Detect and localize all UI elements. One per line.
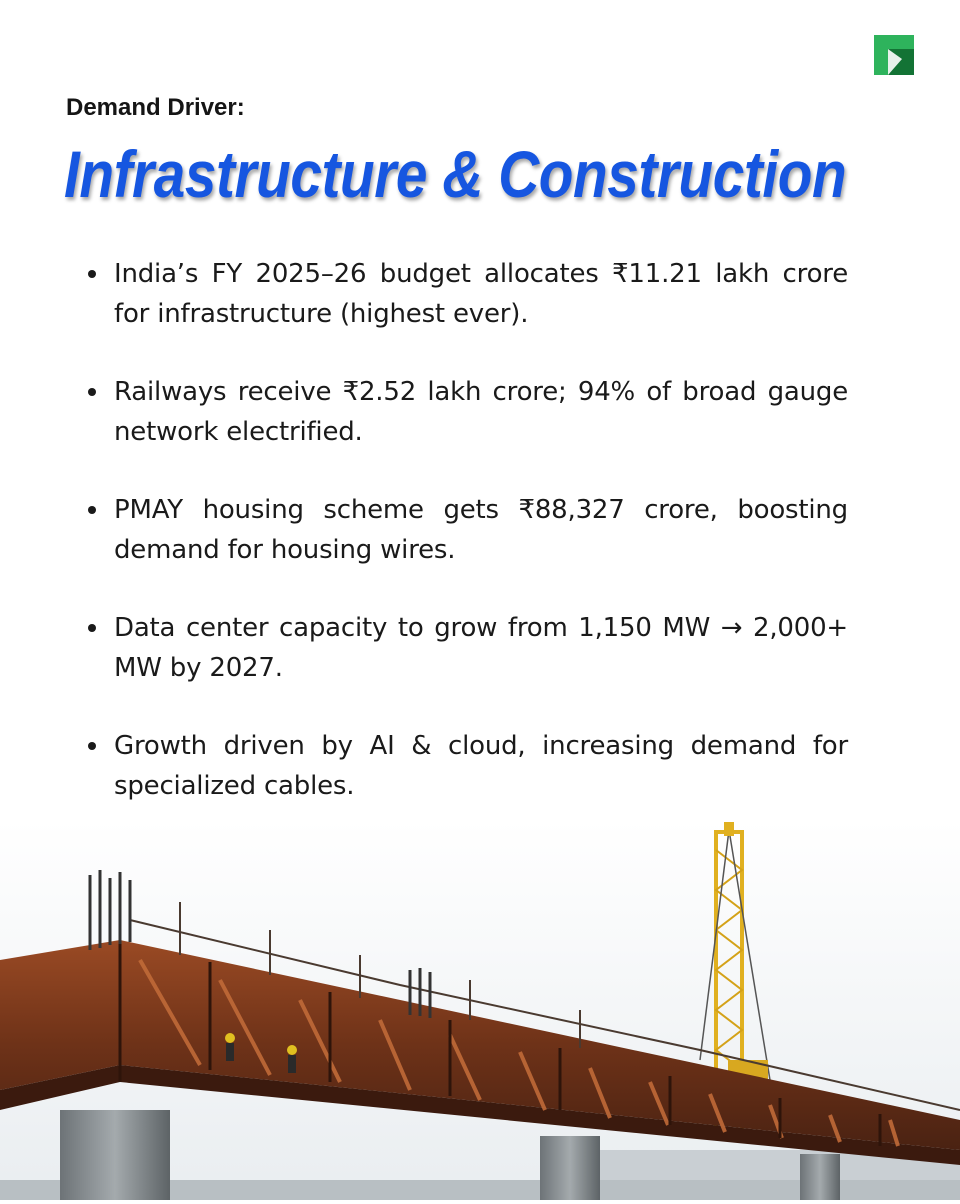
page-subtitle: Demand Driver: bbox=[66, 94, 245, 121]
page-title: Infrastructure & Construction bbox=[64, 137, 847, 211]
bullet-text: Data center capacity to grow from 1,150 MW → 2,000+ MW by 2027. bbox=[114, 613, 848, 683]
bullet-dot-icon bbox=[88, 624, 96, 632]
bullet-text: Growth driven by AI & cloud, increasing demand for specialized cables. bbox=[114, 731, 848, 801]
list-item bbox=[88, 608, 848, 688]
list-item bbox=[88, 254, 848, 334]
bullet-text: PMAY housing scheme gets ₹88,327 crore, boosting demand for housing wires. bbox=[114, 495, 848, 565]
bullet-dot-icon bbox=[88, 506, 96, 514]
bullet-list bbox=[88, 254, 848, 844]
bullet-dot-icon bbox=[88, 270, 96, 278]
bullet-text: Railways receive ₹2.52 lakh crore; 94% of broad gauge network electrified. bbox=[114, 377, 848, 447]
bullet-dot-icon bbox=[88, 388, 96, 396]
bullet-text: India’s FY 2025–26 budget allocates ₹11.21 lakh crore for infrastructure (highest ever). bbox=[114, 259, 848, 329]
list-item bbox=[88, 372, 848, 452]
bullet-dot-icon bbox=[88, 742, 96, 750]
brand-logo-icon bbox=[874, 35, 914, 75]
list-item bbox=[88, 490, 848, 570]
list-item bbox=[88, 726, 848, 806]
bridge-construction-image bbox=[0, 820, 960, 1200]
